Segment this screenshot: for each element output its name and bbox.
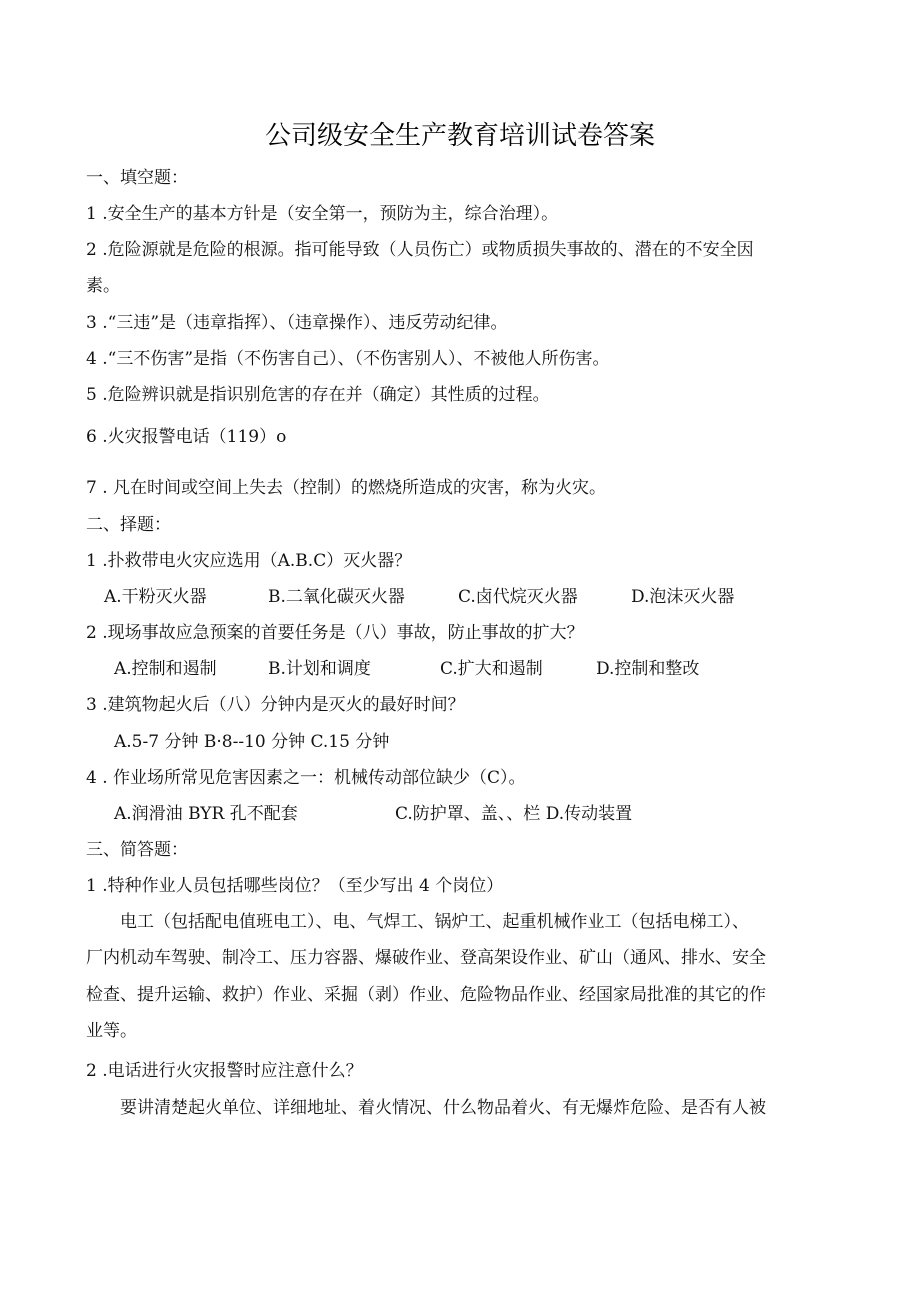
section2-q2-option-d: D.控制和整改 <box>596 659 700 679</box>
section2-q1-option-a: A.干粉灭火器 <box>104 587 207 607</box>
section2-q2-option-a: A.控制和遏制 <box>114 659 217 679</box>
section2-q4-option-ab: A.润滑油 BYR 孔不配套 <box>114 804 298 824</box>
section1-item-5: 5 .危险辨识就是指识别危害的存在并（确定）其性质的过程。 <box>86 385 550 405</box>
section2-q4-option-cd: C.防护罩、盖、、栏 D.传动装置 <box>395 804 633 824</box>
section1-item-3: 3 .“三违”是（违章指挥）、（违章操作）、违反劳动纪律。 <box>86 313 508 333</box>
section3-heading: 三、简答题： <box>86 840 188 860</box>
section2-q1-option-b: B.二氧化碳灭火器 <box>268 587 405 607</box>
section3-a1-line-1: 电工（包括配电值班电工）、电、气焊工、锅炉工、起重机械作业工（包括电梯工）、 <box>120 912 749 932</box>
section1-item-4: 4 .“三不伤害”是指（不伤害自己）、（不伤害别人）、不被他人所伤害。 <box>86 349 610 369</box>
section1-item-1: 1 .安全生产的基本方针是（安全第一，预防为主，综合治理）。 <box>86 204 559 224</box>
document-title: 公司级安全生产教育培训试卷答案 <box>264 121 655 151</box>
section3-q1: 1 .特种作业人员包括哪些岗位？（至少写出 4 个岗位） <box>86 876 504 896</box>
section1-item-2-cont: 素。 <box>86 276 120 296</box>
section2-q1: 1 .扑救带电火灾应选用（A.B.C）灭火器？ <box>86 551 412 571</box>
section3-a1-line-3: 检查、提升运输、救护）作业、采掘（剥）作业、危险物品作业、经国家局批准的其它的作 <box>86 985 766 1005</box>
section1-item-6: 6 .火灾报警电话（119）o <box>86 427 287 447</box>
section1-item-2: 2 .危险源就是危险的根源。指可能导致（人员伤亡）或物质损失事故的、潜在的不安全因 <box>86 240 754 260</box>
section3-a1-line-4: 业等。 <box>86 1021 137 1041</box>
section2-heading: 二、择题： <box>86 515 171 535</box>
section2-q2: 2 .现场事故应急预案的首要任务是（八）事故，防止事故的扩大？ <box>86 623 584 643</box>
section2-q3-options: A.5-7 分钟 B·8--10 分钟 C.15 分钟 <box>114 732 390 752</box>
section3-q2: 2 .电话进行火灾报警时应注意什么？ <box>86 1061 363 1081</box>
section3-a2-line-1: 要讲清楚起火单位、详细地址、着火情况、什么物品着火、有无爆炸危险、是否有人被 <box>120 1098 766 1118</box>
section2-q1-option-d: D.泡沫灭火器 <box>631 587 735 607</box>
section2-q4: 4 . 作业场所常见危害因素之一：机械传动部位缺少（C）。 <box>86 768 526 788</box>
section1-item-7: 7 . 凡在时间或空间上失去（控制）的燃烧所造成的灾害，称为火灾。 <box>86 478 607 498</box>
section2-q2-option-c: C.扩大和遏制 <box>440 659 543 679</box>
section3-a1-line-2: 厂内机动车驾驶、制冷工、压力容器、爆破作业、登高架设作业、矿山（通风、排水、安全 <box>86 948 766 968</box>
section2-q2-option-b: B.计划和调度 <box>268 659 371 679</box>
section2-q3: 3 .建筑物起火后（八）分钟内是灭火的最好时间？ <box>86 695 465 715</box>
section2-q1-option-c: C.卤代烷灭火器 <box>458 587 578 607</box>
section1-heading: 一、填空题： <box>86 168 188 188</box>
